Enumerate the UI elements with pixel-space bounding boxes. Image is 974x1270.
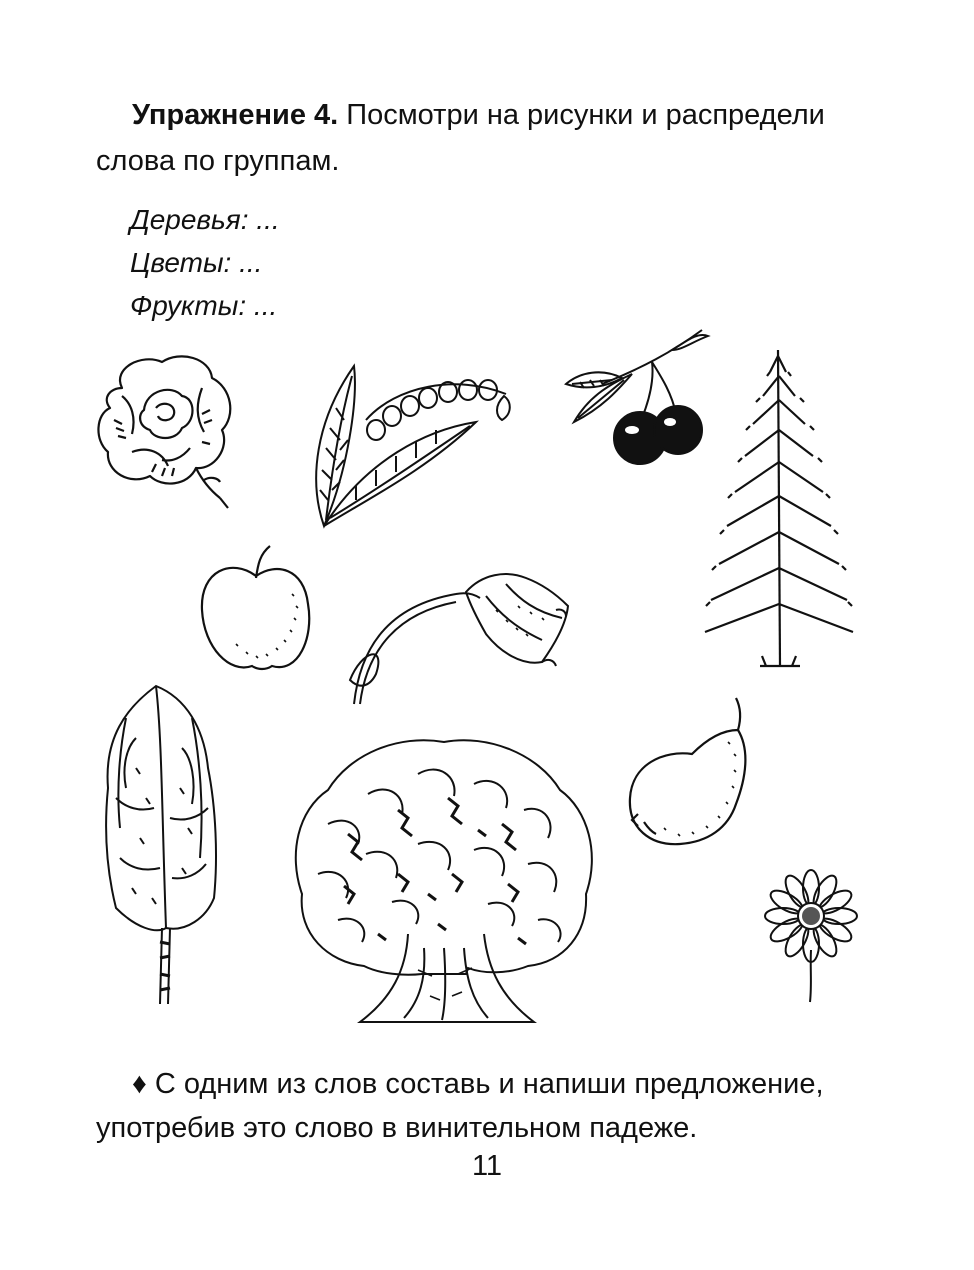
cherry-illustration [562,328,712,478]
birch-illustration [96,678,226,1010]
pear-illustration [624,694,756,848]
page-number: 11 [471,1150,503,1182]
task-text: С одним из слов составь и напиши предложение, употребив это слово в винительном падеже. [96,1068,824,1144]
fir-tree-illustration [700,346,860,676]
group-flowers: Цветы: ... [130,247,263,278]
exercise-heading [96,92,886,184]
group-fruits: Фрукты: ... [130,290,278,321]
diamond-bullet-icon: ♦ [132,1068,147,1100]
exercise-instruction: Посмотри на рисунки и распредели слова по группам. [96,99,825,177]
rose-illustration [92,348,242,513]
bellflower-illustration [346,570,576,710]
exercise-label: Упражнение 4. [132,99,339,131]
word-groups [130,198,280,327]
apple-illustration [196,544,316,676]
daisy-illustration [756,868,866,1004]
writing-task [96,1062,886,1150]
oak-illustration [288,734,600,1030]
group-trees: Деревья: ... [130,204,280,235]
lily-of-the-valley-illustration [306,360,526,530]
